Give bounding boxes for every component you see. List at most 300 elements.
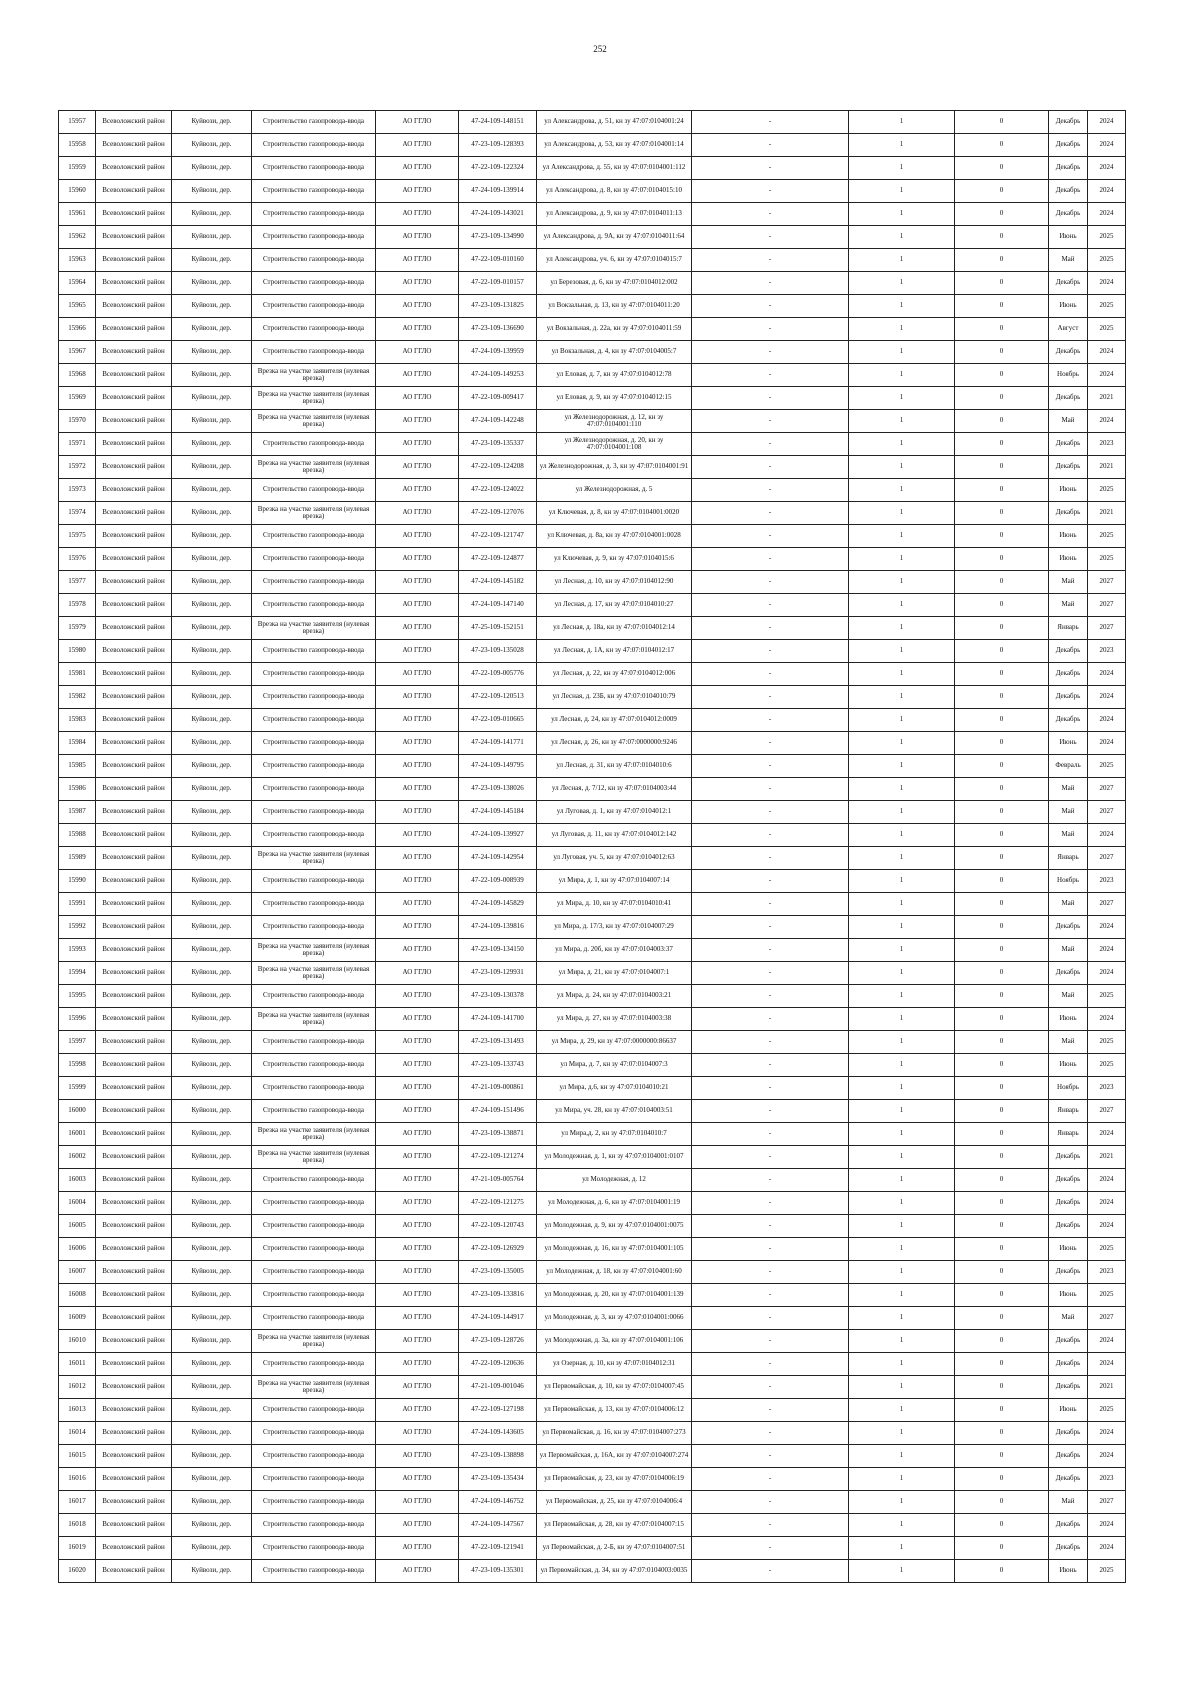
- cell-zero-value: 0: [955, 663, 1049, 686]
- cell-organization: АО ГГЛО: [376, 617, 459, 640]
- cell-value-dash: -: [692, 1238, 849, 1261]
- cell-month: Декабрь: [1049, 1330, 1088, 1353]
- table-row: [59, 893, 1126, 916]
- cell-application-code: 47-24-109-145182: [459, 571, 537, 594]
- cell-settlement: Куйвози, дер.: [172, 295, 252, 318]
- cell-month: Декабрь: [1049, 686, 1088, 709]
- table-row: [59, 111, 1126, 134]
- cell-settlement: Куйвози, дер.: [172, 1146, 252, 1169]
- table-row: [59, 456, 1126, 479]
- cell-settlement: Куйвози, дер.: [172, 939, 252, 962]
- cell-month: Май: [1049, 571, 1088, 594]
- cell-zero-value: 0: [955, 939, 1049, 962]
- cell-address: ул Луговая, уч. 5, кн зу 47:07:0104012:63: [537, 847, 692, 870]
- cell-settlement: Куйвози, дер.: [172, 203, 252, 226]
- cell-month: Январь: [1049, 617, 1088, 640]
- cell-row-number: 16012: [59, 1376, 96, 1399]
- cell-value-dash: -: [692, 387, 849, 410]
- cell-row-number: 15959: [59, 157, 96, 180]
- cell-organization: АО ГГЛО: [376, 1445, 459, 1468]
- cell-address: ул Луговая, д. 1, кн зу 47:07:0104012:1: [537, 801, 692, 824]
- cell-zero-value: 0: [955, 157, 1049, 180]
- cell-work-type: Строительство газопровода-ввода: [252, 272, 376, 295]
- page-number: 252: [593, 44, 607, 54]
- cell-month: Ноябрь: [1049, 364, 1088, 387]
- table-row: [59, 594, 1126, 617]
- cell-zero-value: 0: [955, 916, 1049, 939]
- cell-work-type: Строительство газопровода-ввода: [252, 824, 376, 847]
- cell-district: Всеволожский район: [96, 226, 172, 249]
- cell-month: Июнь: [1049, 525, 1088, 548]
- cell-organization: АО ГГЛО: [376, 640, 459, 663]
- cell-value-dash: -: [692, 962, 849, 985]
- cell-settlement: Куйвози, дер.: [172, 732, 252, 755]
- cell-month: Декабрь: [1049, 1537, 1088, 1560]
- cell-address: ул Лесная, д. 1А, кн зу 47:07:0104012:17: [537, 640, 692, 663]
- cell-settlement: Куйвози, дер.: [172, 433, 252, 456]
- cell-year: 2021: [1088, 387, 1126, 410]
- cell-work-type: Строительство газопровода-ввода: [252, 1422, 376, 1445]
- cell-year: 2021: [1088, 1376, 1126, 1399]
- table-row: [59, 1284, 1126, 1307]
- cell-district: Всеволожский район: [96, 295, 172, 318]
- cell-district: Всеволожский район: [96, 410, 172, 433]
- cell-district: Всеволожский район: [96, 755, 172, 778]
- cell-application-code: 47-24-109-151496: [459, 1100, 537, 1123]
- cell-district: Всеволожский район: [96, 387, 172, 410]
- cell-application-code: 47-22-109-126929: [459, 1238, 537, 1261]
- cell-value-dash: -: [692, 1468, 849, 1491]
- cell-count: 1: [849, 1491, 955, 1514]
- cell-organization: АО ГГЛО: [376, 479, 459, 502]
- cell-value-dash: -: [692, 1491, 849, 1514]
- cell-year: 2021: [1088, 1146, 1126, 1169]
- cell-work-type: Строительство газопровода-ввода: [252, 686, 376, 709]
- cell-row-number: 16001: [59, 1123, 96, 1146]
- cell-work-type: Строительство газопровода-ввода: [252, 640, 376, 663]
- table-row: [59, 272, 1126, 295]
- cell-work-type: Врезка на участке заявителя (нулевая врезка): [252, 1376, 376, 1399]
- cell-settlement: Куйвози, дер.: [172, 226, 252, 249]
- cell-year: 2024: [1088, 709, 1126, 732]
- cell-work-type: Строительство газопровода-ввода: [252, 1100, 376, 1123]
- cell-organization: АО ГГЛО: [376, 985, 459, 1008]
- cell-zero-value: 0: [955, 1560, 1049, 1583]
- cell-work-type: Строительство газопровода-ввода: [252, 1537, 376, 1560]
- cell-work-type: Врезка на участке заявителя (нулевая врезка): [252, 410, 376, 433]
- table-row: [59, 1560, 1126, 1583]
- cell-application-code: 47-23-109-135337: [459, 433, 537, 456]
- table-row: [59, 571, 1126, 594]
- cell-district: Всеволожский район: [96, 801, 172, 824]
- cell-district: Всеволожский район: [96, 249, 172, 272]
- cell-row-number: 15971: [59, 433, 96, 456]
- cell-month: Декабрь: [1049, 341, 1088, 364]
- cell-count: 1: [849, 1399, 955, 1422]
- cell-application-code: 47-24-109-147567: [459, 1514, 537, 1537]
- cell-row-number: 15989: [59, 847, 96, 870]
- cell-value-dash: -: [692, 1077, 849, 1100]
- cell-settlement: Куйвози, дер.: [172, 709, 252, 732]
- cell-address: ул Еловая, д. 9, кн зу 47:07:0104012:15: [537, 387, 692, 410]
- cell-year: 2027: [1088, 847, 1126, 870]
- cell-row-number: 15988: [59, 824, 96, 847]
- cell-application-code: 47-23-109-138026: [459, 778, 537, 801]
- cell-district: Всеволожский район: [96, 1376, 172, 1399]
- cell-organization: АО ГГЛО: [376, 778, 459, 801]
- cell-application-code: 47-22-109-009417: [459, 387, 537, 410]
- cell-zero-value: 0: [955, 801, 1049, 824]
- cell-organization: АО ГГЛО: [376, 364, 459, 387]
- cell-application-code: 47-23-109-131825: [459, 295, 537, 318]
- cell-application-code: 47-22-109-005776: [459, 663, 537, 686]
- cell-organization: АО ГГЛО: [376, 571, 459, 594]
- cell-settlement: Куйвози, дер.: [172, 594, 252, 617]
- cell-row-number: 15983: [59, 709, 96, 732]
- cell-settlement: Куйвози, дер.: [172, 180, 252, 203]
- cell-organization: АО ГГЛО: [376, 594, 459, 617]
- cell-settlement: Куйвози, дер.: [172, 1054, 252, 1077]
- cell-month: Декабрь: [1049, 111, 1088, 134]
- cell-settlement: Куйвози, дер.: [172, 1215, 252, 1238]
- cell-settlement: Куйвози, дер.: [172, 1468, 252, 1491]
- cell-value-dash: -: [692, 1399, 849, 1422]
- cell-year: 2025: [1088, 1284, 1126, 1307]
- cell-count: 1: [849, 732, 955, 755]
- cell-row-number: 15981: [59, 663, 96, 686]
- cell-application-code: 47-24-109-144917: [459, 1307, 537, 1330]
- cell-settlement: Куйвози, дер.: [172, 640, 252, 663]
- cell-value-dash: -: [692, 1215, 849, 1238]
- cell-address: ул Молодежная, д. 3, кн зу 47:07:0104001:0066: [537, 1307, 692, 1330]
- cell-year: 2025: [1088, 548, 1126, 571]
- cell-month: Июнь: [1049, 479, 1088, 502]
- table-row: [59, 1054, 1126, 1077]
- cell-year: 2023: [1088, 1468, 1126, 1491]
- cell-year: 2024: [1088, 134, 1126, 157]
- cell-settlement: Куйвози, дер.: [172, 410, 252, 433]
- cell-year: 2024: [1088, 1445, 1126, 1468]
- table-row: [59, 1031, 1126, 1054]
- table-row: [59, 1192, 1126, 1215]
- cell-settlement: Куйвози, дер.: [172, 1537, 252, 1560]
- cell-settlement: Куйвози, дер.: [172, 364, 252, 387]
- cell-month: Июнь: [1049, 1560, 1088, 1583]
- cell-district: Всеволожский район: [96, 341, 172, 364]
- cell-address: ул Молодежная, д. 6, кн зу 47:07:0104001:19: [537, 1192, 692, 1215]
- cell-address: ул Луговая, д. 11, кн зу 47:07:0104012:142: [537, 824, 692, 847]
- cell-district: Всеволожский район: [96, 1491, 172, 1514]
- cell-zero-value: 0: [955, 617, 1049, 640]
- cell-value-dash: -: [692, 1123, 849, 1146]
- cell-year: 2025: [1088, 985, 1126, 1008]
- cell-year: 2027: [1088, 571, 1126, 594]
- cell-row-number: 15977: [59, 571, 96, 594]
- cell-work-type: Строительство газопровода-ввода: [252, 801, 376, 824]
- cell-organization: АО ГГЛО: [376, 295, 459, 318]
- cell-application-code: 47-23-109-130378: [459, 985, 537, 1008]
- cell-address: ул Мира, д. 20б, кн зу 47:07:0104003:37: [537, 939, 692, 962]
- cell-count: 1: [849, 686, 955, 709]
- cell-zero-value: 0: [955, 1399, 1049, 1422]
- cell-application-code: 47-22-109-124022: [459, 479, 537, 502]
- cell-zero-value: 0: [955, 387, 1049, 410]
- cell-row-number: 15986: [59, 778, 96, 801]
- cell-month: Май: [1049, 594, 1088, 617]
- cell-month: Декабрь: [1049, 157, 1088, 180]
- cell-district: Всеволожский район: [96, 157, 172, 180]
- cell-month: Декабрь: [1049, 134, 1088, 157]
- cell-zero-value: 0: [955, 1353, 1049, 1376]
- cell-count: 1: [849, 1077, 955, 1100]
- cell-year: 2024: [1088, 272, 1126, 295]
- cell-count: 1: [849, 755, 955, 778]
- table-row: [59, 1261, 1126, 1284]
- cell-organization: АО ГГЛО: [376, 1330, 459, 1353]
- cell-district: Всеволожский район: [96, 939, 172, 962]
- cell-organization: АО ГГЛО: [376, 1399, 459, 1422]
- cell-work-type: Строительство газопровода-ввода: [252, 755, 376, 778]
- cell-settlement: Куйвози, дер.: [172, 617, 252, 640]
- cell-district: Всеволожский район: [96, 1537, 172, 1560]
- cell-value-dash: -: [692, 1353, 849, 1376]
- cell-month: Декабрь: [1049, 272, 1088, 295]
- cell-count: 1: [849, 364, 955, 387]
- cell-count: 1: [849, 525, 955, 548]
- cell-address: ул Еловая, д. 7, кн зу 47:07:0104012:78: [537, 364, 692, 387]
- cell-count: 1: [849, 709, 955, 732]
- cell-district: Всеволожский район: [96, 433, 172, 456]
- cell-row-number: 16016: [59, 1468, 96, 1491]
- table-row: [59, 341, 1126, 364]
- cell-organization: АО ГГЛО: [376, 1468, 459, 1491]
- cell-zero-value: 0: [955, 1468, 1049, 1491]
- table-row: [59, 755, 1126, 778]
- cell-district: Всеволожский район: [96, 502, 172, 525]
- cell-application-code: 47-25-109-152151: [459, 617, 537, 640]
- cell-value-dash: -: [692, 479, 849, 502]
- cell-address: ул Первомайская, д. 10, кн зу 47:07:0104007:45: [537, 1376, 692, 1399]
- cell-zero-value: 0: [955, 318, 1049, 341]
- cell-application-code: 47-24-109-143605: [459, 1422, 537, 1445]
- cell-address: ул Молодежная, д. 20, кн зу 47:07:0104001:139: [537, 1284, 692, 1307]
- cell-year: 2024: [1088, 663, 1126, 686]
- cell-application-code: 47-23-109-135028: [459, 640, 537, 663]
- cell-address: ул Мира,д. 2, кн зу 47:07:0104010:7: [537, 1123, 692, 1146]
- cell-count: 1: [849, 1123, 955, 1146]
- cell-year: 2023: [1088, 433, 1126, 456]
- cell-address: ул Лесная, д. 18а, кн зу 47:07:0104012:14: [537, 617, 692, 640]
- cell-month: Июнь: [1049, 732, 1088, 755]
- cell-zero-value: 0: [955, 1330, 1049, 1353]
- cell-year: 2025: [1088, 295, 1126, 318]
- cell-settlement: Куйвози, дер.: [172, 341, 252, 364]
- cell-district: Всеволожский район: [96, 479, 172, 502]
- table-row: [59, 180, 1126, 203]
- cell-year: 2024: [1088, 732, 1126, 755]
- cell-zero-value: 0: [955, 203, 1049, 226]
- cell-application-code: 47-23-109-138871: [459, 1123, 537, 1146]
- cell-month: Май: [1049, 939, 1088, 962]
- cell-month: Декабрь: [1049, 433, 1088, 456]
- cell-month: Декабрь: [1049, 1514, 1088, 1537]
- cell-row-number: 15963: [59, 249, 96, 272]
- table-row: [59, 1238, 1126, 1261]
- cell-address: ул Мира, д. 1, кн зу 47:07:0104007:14: [537, 870, 692, 893]
- cell-row-number: 15964: [59, 272, 96, 295]
- cell-organization: АО ГГЛО: [376, 709, 459, 732]
- cell-district: Всеволожский район: [96, 134, 172, 157]
- cell-application-code: 47-23-109-133743: [459, 1054, 537, 1077]
- cell-row-number: 15967: [59, 341, 96, 364]
- cell-address: ул Первомайская, д. 16А, кн зу 47:07:0104007:274: [537, 1445, 692, 1468]
- cell-count: 1: [849, 134, 955, 157]
- cell-organization: АО ГГЛО: [376, 916, 459, 939]
- cell-year: 2025: [1088, 1238, 1126, 1261]
- cell-value-dash: -: [692, 410, 849, 433]
- cell-value-dash: -: [692, 341, 849, 364]
- cell-settlement: Куйвози, дер.: [172, 755, 252, 778]
- cell-district: Всеволожский район: [96, 1284, 172, 1307]
- cell-row-number: 16005: [59, 1215, 96, 1238]
- cell-settlement: Куйвози, дер.: [172, 1008, 252, 1031]
- cell-district: Всеволожский район: [96, 1054, 172, 1077]
- cell-work-type: Строительство газопровода-ввода: [252, 180, 376, 203]
- cell-year: 2024: [1088, 157, 1126, 180]
- cell-organization: АО ГГЛО: [376, 1353, 459, 1376]
- cell-count: 1: [849, 1422, 955, 1445]
- cell-month: Май: [1049, 801, 1088, 824]
- cell-month: Май: [1049, 893, 1088, 916]
- cell-year: 2024: [1088, 916, 1126, 939]
- table-row: [59, 1376, 1126, 1399]
- cell-application-code: 47-22-109-127076: [459, 502, 537, 525]
- cell-work-type: Строительство газопровода-ввода: [252, 1054, 376, 1077]
- cell-count: 1: [849, 962, 955, 985]
- cell-settlement: Куйвози, дер.: [172, 1077, 252, 1100]
- table-row: [59, 1514, 1126, 1537]
- cell-year: 2024: [1088, 203, 1126, 226]
- cell-month: Май: [1049, 410, 1088, 433]
- cell-district: Всеволожский район: [96, 1330, 172, 1353]
- cell-row-number: 15968: [59, 364, 96, 387]
- cell-year: 2024: [1088, 1537, 1126, 1560]
- table-row: [59, 1123, 1126, 1146]
- cell-count: 1: [849, 387, 955, 410]
- cell-organization: АО ГГЛО: [376, 111, 459, 134]
- cell-month: Декабрь: [1049, 962, 1088, 985]
- cell-row-number: 15969: [59, 387, 96, 410]
- cell-month: Декабрь: [1049, 180, 1088, 203]
- cell-month: Декабрь: [1049, 1169, 1088, 1192]
- cell-address: ул Ключевая, д. 9, кн зу 47:07:0104015:6: [537, 548, 692, 571]
- cell-settlement: Куйвози, дер.: [172, 962, 252, 985]
- cell-count: 1: [849, 318, 955, 341]
- cell-month: Июнь: [1049, 1008, 1088, 1031]
- cell-application-code: 47-24-109-142954: [459, 847, 537, 870]
- cell-row-number: 16010: [59, 1330, 96, 1353]
- cell-month: Декабрь: [1049, 456, 1088, 479]
- cell-district: Всеволожский район: [96, 1514, 172, 1537]
- cell-organization: АО ГГЛО: [376, 962, 459, 985]
- cell-month: Июнь: [1049, 1054, 1088, 1077]
- cell-count: 1: [849, 1261, 955, 1284]
- cell-value-dash: -: [692, 272, 849, 295]
- cell-year: 2024: [1088, 1330, 1126, 1353]
- cell-count: 1: [849, 272, 955, 295]
- cell-application-code: 47-22-109-121747: [459, 525, 537, 548]
- cell-settlement: Куйвози, дер.: [172, 1192, 252, 1215]
- cell-year: 2023: [1088, 870, 1126, 893]
- cell-month: Ноябрь: [1049, 870, 1088, 893]
- cell-settlement: Куйвози, дер.: [172, 1422, 252, 1445]
- cell-address: ул Лесная, д. 23Б, кн зу 47:07:0104010:79: [537, 686, 692, 709]
- cell-settlement: Куйвози, дер.: [172, 157, 252, 180]
- cell-year: 2024: [1088, 962, 1126, 985]
- cell-organization: АО ГГЛО: [376, 824, 459, 847]
- cell-organization: АО ГГЛО: [376, 1077, 459, 1100]
- cell-address: ул Вокзальная, д. 4, кн зу 47:07:0104005:7: [537, 341, 692, 364]
- cell-count: 1: [849, 1215, 955, 1238]
- cell-zero-value: 0: [955, 1491, 1049, 1514]
- cell-organization: АО ГГЛО: [376, 134, 459, 157]
- cell-year: 2027: [1088, 594, 1126, 617]
- cell-district: Всеволожский район: [96, 709, 172, 732]
- cell-district: Всеволожский район: [96, 1192, 172, 1215]
- cell-year: 2024: [1088, 824, 1126, 847]
- cell-year: 2023: [1088, 1077, 1126, 1100]
- cell-row-number: 15975: [59, 525, 96, 548]
- cell-zero-value: 0: [955, 962, 1049, 985]
- cell-zero-value: 0: [955, 1169, 1049, 1192]
- cell-address: ул Первомайская, д. 23, кн зу 47:07:0104006:19: [537, 1468, 692, 1491]
- cell-application-code: 47-22-109-121941: [459, 1537, 537, 1560]
- cell-month: Декабрь: [1049, 1445, 1088, 1468]
- cell-settlement: Куйвози, дер.: [172, 893, 252, 916]
- cell-address: ул Александрова, д. 53, кн зу 47:07:0104001:14: [537, 134, 692, 157]
- cell-settlement: Куйвози, дер.: [172, 134, 252, 157]
- cell-organization: АО ГГЛО: [376, 180, 459, 203]
- cell-address: ул Молодежная, д. 16, кн зу 47:07:0104001:105: [537, 1238, 692, 1261]
- cell-zero-value: 0: [955, 1215, 1049, 1238]
- table-row: [59, 249, 1126, 272]
- cell-row-number: 16000: [59, 1100, 96, 1123]
- cell-district: Всеволожский район: [96, 1307, 172, 1330]
- cell-year: 2024: [1088, 686, 1126, 709]
- cell-zero-value: 0: [955, 548, 1049, 571]
- cell-address: ул Мира, уч. 28, кн зу 47:07:0104003:51: [537, 1100, 692, 1123]
- cell-month: Август: [1049, 318, 1088, 341]
- cell-organization: АО ГГЛО: [376, 686, 459, 709]
- cell-count: 1: [849, 663, 955, 686]
- cell-value-dash: -: [692, 801, 849, 824]
- cell-zero-value: 0: [955, 1261, 1049, 1284]
- cell-zero-value: 0: [955, 456, 1049, 479]
- cell-address: ул Вокзальная, д. 13, кн зу 47:07:0104011:20: [537, 295, 692, 318]
- cell-application-code: 47-23-109-134990: [459, 226, 537, 249]
- cell-district: Всеволожский район: [96, 180, 172, 203]
- cell-district: Всеволожский район: [96, 525, 172, 548]
- cell-work-type: Строительство газопровода-ввода: [252, 433, 376, 456]
- cell-zero-value: 0: [955, 341, 1049, 364]
- cell-district: Всеволожский район: [96, 1353, 172, 1376]
- cell-work-type: Врезка на участке заявителя (нулевая врезка): [252, 456, 376, 479]
- cell-zero-value: 0: [955, 1238, 1049, 1261]
- cell-row-number: 16013: [59, 1399, 96, 1422]
- cell-address: ул Озерная, д. 10, кн зу 47:07:0104012:31: [537, 1353, 692, 1376]
- cell-count: 1: [849, 1376, 955, 1399]
- cell-zero-value: 0: [955, 180, 1049, 203]
